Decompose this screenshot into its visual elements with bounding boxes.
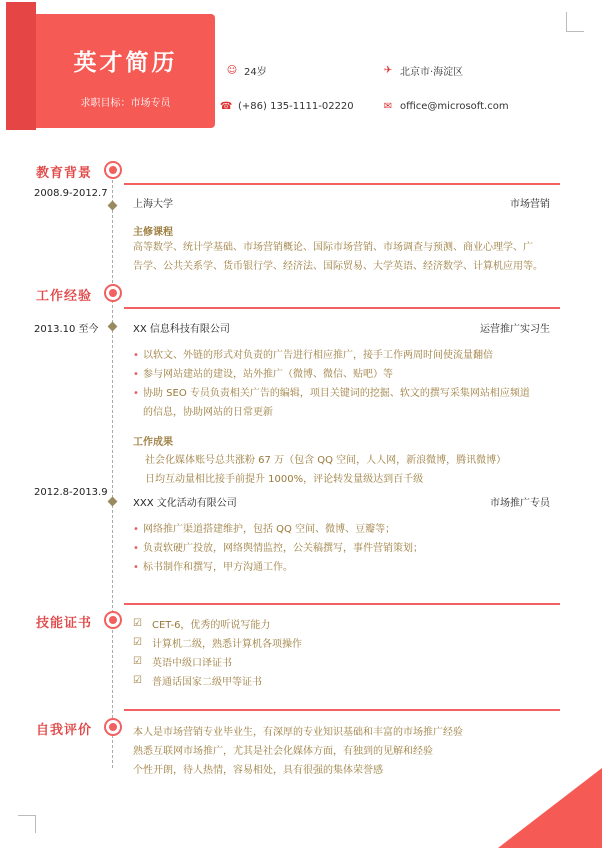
skill-item: ☑ 普通话国家二级甲等证书	[133, 675, 262, 688]
job-role: 运营推广实习生	[480, 324, 550, 335]
header-banner	[36, 14, 215, 128]
list-item: • 标书制作和撰写，甲方沟通工作。	[133, 562, 293, 573]
section-title-work: 工作经验	[36, 289, 93, 304]
target-icon	[104, 284, 122, 302]
corner-mark-bottom-left	[18, 815, 36, 833]
work-date: 2013.10 至今	[34, 324, 99, 335]
company-name: XX 信息科技有限公司	[133, 324, 230, 335]
skill-item: ☑ 计算机二级，熟悉计算机各项操作	[133, 637, 302, 650]
phone-info	[220, 101, 354, 112]
timeline-diamond	[108, 497, 118, 507]
checkbox-icon: ☑	[133, 618, 142, 629]
phone-text: (+86) 135-1111-02220	[238, 101, 354, 112]
courses-line: 高等数学、统计学基础、市场营销概论、国际市场营销、市场调查与预测、商业心理学、广	[133, 242, 533, 253]
job-role: 市场推广专员	[490, 498, 550, 509]
email-text: office@microsoft.com	[400, 101, 509, 112]
checkbox-icon: ☑	[133, 637, 142, 648]
section-title-self: 自我评价	[36, 723, 93, 738]
list-item: • 参与网站建站的建设，站外推广（微博、微信、贴吧）等	[133, 369, 393, 380]
list-item: • 网络推广渠道搭建维护，包括 QQ 空间、微博、豆瓣等；	[133, 524, 396, 535]
work-date: 2012.8-2013.9	[34, 487, 108, 498]
checkbox-icon: ☑	[133, 675, 142, 686]
achievement-item: 社会化媒体账号总共涨粉 67 万（包含 QQ 空间，人人网，新浪微博，腾讯微博）	[145, 455, 507, 466]
timeline-diamond	[108, 322, 118, 332]
education-date: 2008.9-2012.7	[34, 188, 108, 199]
section-divider	[124, 183, 560, 185]
work-bullets	[133, 520, 563, 577]
target-icon	[104, 161, 122, 179]
target-icon	[104, 611, 122, 629]
banner-ribbon-tail	[6, 2, 36, 130]
section-title-education: 教育背景	[36, 166, 93, 181]
list-item: • 负责软硬广投放，网络舆情监控，公关稿撰写，事件营销策划；	[133, 543, 423, 554]
self-eval-line: 个性开朗，待人热情，容易相处，具有很强的集体荣誉感	[133, 765, 383, 776]
section-divider	[124, 709, 560, 711]
section-divider	[124, 603, 560, 605]
job-objective: 求职目标：市场专员	[80, 98, 171, 109]
corner-mark-top-right	[566, 12, 584, 32]
school-name: 上海大学	[133, 199, 173, 210]
list-item: 的信息，协助网站的日常更新	[143, 407, 273, 418]
email-info	[382, 101, 509, 112]
mail-icon: ✉	[383, 101, 393, 112]
location-info	[382, 63, 463, 78]
achievement-item: 日均互动量相比接手前提升 1000%，评论转发量级达到百千级	[145, 474, 424, 485]
self-eval-line: 本人是市场营销专业毕业生，有深厚的专业知识基础和丰富的市场推广经验	[133, 727, 463, 738]
section-divider	[124, 307, 560, 309]
company-name: XXX 文化活动有限公司	[133, 498, 237, 509]
phone-icon: ☎	[220, 101, 233, 112]
list-item: • 协助 SEO 专员负责相关广告的编辑，项目关键词的挖掘、软文的撰写采集网站相应频道	[133, 388, 530, 399]
smile-icon: ☺	[226, 65, 238, 76]
self-eval-line: 熟悉互联网市场推广，尤其是社会化媒体方面，有独到的见解和经验	[133, 746, 433, 757]
location-text: 北京市·海淀区	[400, 67, 464, 78]
target-icon	[104, 718, 122, 736]
corner-decoration	[498, 768, 602, 848]
age-text: 24岁	[244, 67, 267, 78]
checkbox-icon: ☑	[133, 656, 142, 667]
age-info	[226, 63, 267, 78]
courses-line: 告学、公共关系学、货币银行学、经济法、国际贸易、大学英语、经济数学、计算机应用等。	[133, 261, 543, 272]
plane-icon: ✈	[383, 65, 393, 76]
courses-title: 主修课程	[133, 227, 173, 238]
major-name: 市场营销	[510, 199, 550, 210]
skill-item: ☑ CET-6，优秀的听说写能力	[133, 618, 271, 631]
courses-text	[133, 238, 558, 276]
section-title-skills: 技能证书	[36, 616, 93, 631]
timeline-line	[112, 180, 113, 768]
achievements-title: 工作成果	[133, 437, 173, 448]
list-item: • 以软文、外链的形式对负责的广告进行相应推广，接手工作两周时间使流量翻倍	[133, 350, 493, 361]
work-bullets	[133, 346, 563, 422]
skill-item: ☑ 英语中级口译证书	[133, 656, 232, 669]
resume-title: 英才简历	[73, 50, 178, 76]
timeline-diamond	[108, 201, 118, 211]
